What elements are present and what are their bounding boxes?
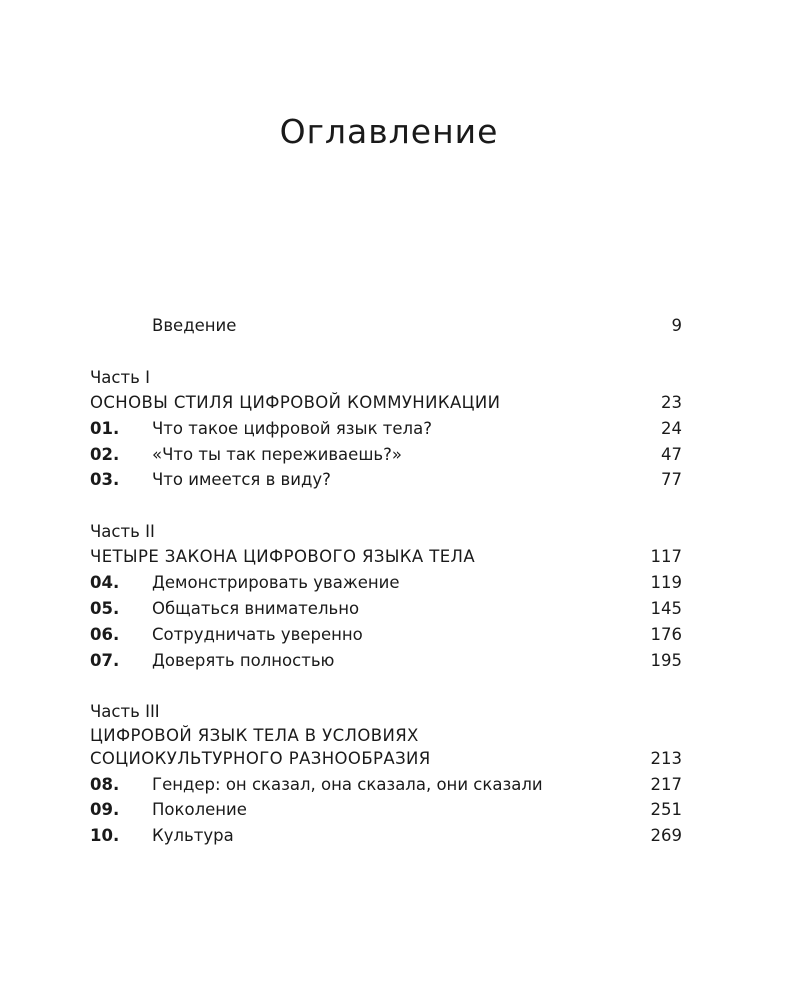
chapter-entry-02[interactable] (90, 444, 682, 466)
page-title: Оглавление (279, 112, 499, 151)
page-number: 119 (650, 573, 682, 592)
chapter-entry-07[interactable] (90, 650, 682, 672)
chapter-number: 03. (90, 470, 120, 489)
chapter-title: Поколение (152, 800, 247, 819)
chapter-number: 07. (90, 651, 120, 670)
page-number: 47 (661, 445, 682, 464)
chapter-title: Сотрудничать уверенно (152, 625, 363, 644)
part-label: Часть II (90, 522, 155, 541)
part-label-2 (90, 521, 682, 543)
part-label-3 (90, 701, 682, 723)
section-title: ОСНОВЫ СТИЛЯ ЦИФРОВОЙ КОММУНИКАЦИИ (90, 393, 501, 412)
page-number: 213 (650, 749, 682, 768)
chapter-number: 08. (90, 775, 120, 794)
section-title: ЦИФРОВОЙ ЯЗЫК ТЕЛА В УСЛОВИЯХ (90, 726, 419, 745)
chapter-title: Культура (152, 826, 234, 845)
page-number: 23 (661, 393, 682, 412)
page-number: 195 (650, 651, 682, 670)
chapter-title: Что имеется в виду? (152, 470, 331, 489)
page-number: 176 (650, 625, 682, 644)
chapter-entry-04[interactable] (90, 572, 682, 594)
page-number: 217 (650, 775, 682, 794)
section-heading-3-line2[interactable] (90, 748, 682, 770)
chapter-title: Что такое цифровой язык тела? (152, 419, 432, 438)
part-label: Часть I (90, 368, 150, 387)
chapter-title: Демонстрировать уважение (152, 573, 400, 592)
chapter-number: 06. (90, 625, 120, 644)
chapter-number: 10. (90, 826, 120, 845)
chapter-title: Доверять полностью (152, 651, 335, 670)
chapter-number: 05. (90, 599, 120, 618)
section-title: СОЦИОКУЛЬТУРНОГО РАЗНООБРАЗИЯ (90, 749, 431, 768)
chapter-title: Гендер: он сказал, она сказала, они сказали (152, 775, 543, 794)
section-heading-2[interactable] (90, 546, 682, 568)
page-number: 9 (671, 316, 682, 335)
part-label-1 (90, 367, 682, 389)
toc-entry-intro[interactable] (90, 315, 682, 337)
chapter-entry-06[interactable] (90, 624, 682, 646)
chapter-number: 04. (90, 573, 120, 592)
entry-label: Введение (152, 316, 237, 335)
chapter-title: «Что ты так переживаешь?» (152, 445, 402, 464)
chapter-title: Общаться внимательно (152, 599, 360, 618)
chapter-number: 01. (90, 419, 120, 438)
page-number: 77 (661, 470, 682, 489)
chapter-entry-01[interactable] (90, 418, 682, 440)
chapter-entry-09[interactable] (90, 799, 682, 821)
chapter-number: 09. (90, 800, 120, 819)
part-label: Часть III (90, 702, 160, 721)
section-heading-3-line1[interactable] (90, 725, 682, 747)
section-title: ЧЕТЫРЕ ЗАКОНА ЦИФРОВОГО ЯЗЫКА ТЕЛА (90, 547, 476, 566)
chapter-entry-08[interactable] (90, 774, 682, 796)
page-number: 145 (650, 599, 682, 618)
page-number: 251 (650, 800, 682, 819)
chapter-entry-10[interactable] (90, 825, 682, 847)
page-number: 269 (650, 826, 682, 845)
page-number: 117 (650, 547, 682, 566)
section-heading-1[interactable] (90, 392, 682, 414)
chapter-entry-05[interactable] (90, 598, 682, 620)
page-number: 24 (661, 419, 682, 438)
chapter-number: 02. (90, 445, 120, 464)
chapter-entry-03[interactable] (90, 469, 682, 491)
